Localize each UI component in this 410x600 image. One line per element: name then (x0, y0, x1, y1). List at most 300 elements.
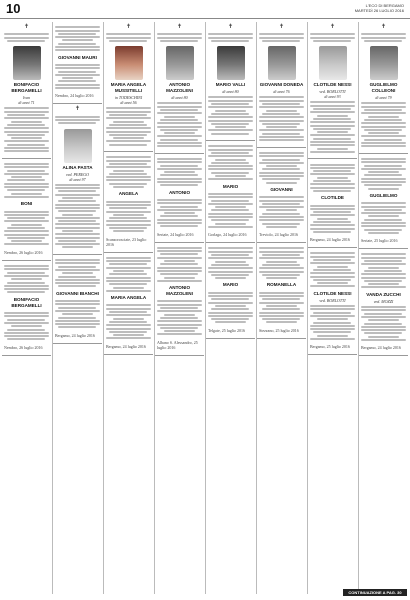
text-line (317, 282, 349, 284)
text-line (55, 310, 100, 312)
text-line (113, 137, 145, 139)
text-line (313, 259, 351, 261)
text-line (160, 40, 198, 42)
text-line (160, 225, 198, 227)
deceased-name: ANTONIO MAZZOLENI (166, 285, 193, 297)
text-line (361, 158, 406, 160)
text-line (106, 33, 151, 35)
text-line (313, 138, 351, 140)
text-line (259, 106, 304, 108)
text-line (7, 124, 45, 126)
text-line (313, 118, 351, 120)
text-line (113, 318, 145, 320)
text-line (208, 155, 253, 157)
text-line (317, 318, 349, 320)
deceased-name: ANGELA (118, 191, 139, 197)
text-line (58, 276, 96, 278)
text-line (313, 221, 351, 223)
text-line (7, 282, 45, 284)
text-line (7, 319, 45, 321)
text-line (364, 109, 402, 111)
cross-icon: ✝ (278, 24, 285, 30)
text-line (164, 277, 196, 279)
notice-date: Gorlago, 24 luglio 2016 (208, 232, 247, 238)
deceased-name: GIOVANNI BIANCHI (56, 290, 99, 296)
text-line (266, 182, 298, 184)
text-line (164, 314, 196, 316)
text-line (157, 135, 202, 137)
text-line (55, 259, 100, 261)
text-line (211, 219, 249, 221)
text-line (106, 211, 151, 213)
obituary-notice (2, 22, 51, 159)
text-line (160, 253, 198, 255)
text-line (106, 140, 151, 142)
obituary-text (208, 289, 253, 325)
text-line (58, 200, 96, 202)
text-line (106, 131, 151, 133)
text-line (310, 224, 355, 226)
text-line (157, 126, 202, 128)
text-line (55, 300, 100, 302)
notice-date: Bergamo, 24 luglio 2016 (55, 332, 95, 338)
text-line (157, 209, 202, 211)
column-1 (2, 22, 51, 594)
text-line (55, 30, 100, 32)
text-line (368, 232, 400, 234)
obituary-text (310, 99, 355, 155)
text-line (4, 234, 49, 236)
text-line (266, 110, 298, 112)
text-line (4, 131, 49, 133)
text-line (215, 159, 247, 161)
text-line (208, 145, 253, 147)
text-line (361, 306, 406, 308)
text-line (55, 227, 100, 229)
text-line (157, 33, 202, 35)
text-line (106, 257, 151, 259)
text-line (7, 170, 45, 172)
text-line (106, 324, 151, 326)
text-line (364, 119, 402, 121)
text-line (361, 263, 406, 265)
obituary-notice (257, 148, 306, 244)
text-line (164, 260, 196, 262)
text-line (361, 257, 406, 259)
portrait-photo (370, 46, 398, 80)
text-line (106, 308, 151, 310)
text-line (4, 147, 49, 149)
text-line (58, 266, 96, 268)
text-line (109, 331, 147, 333)
text-line (211, 318, 249, 320)
text-line (208, 168, 253, 170)
obituary-notice (2, 159, 51, 261)
text-line (310, 208, 355, 210)
obituary-text (259, 31, 304, 44)
column-4 (154, 22, 204, 594)
text-line (7, 329, 45, 331)
obituary-text (106, 154, 151, 190)
text-line (208, 203, 253, 205)
text-line (310, 173, 355, 175)
text-line (361, 206, 406, 208)
text-line (211, 103, 249, 105)
obituary-text (157, 100, 202, 149)
text-line (208, 33, 253, 35)
text-line (259, 216, 304, 218)
text-line (215, 126, 247, 128)
obituary-notice (104, 253, 153, 355)
text-line (55, 194, 100, 196)
text-line (4, 214, 49, 216)
deceased-name: MARIO VALLI (215, 82, 246, 88)
text-line (4, 186, 49, 188)
text-line (106, 111, 151, 113)
text-line (259, 152, 304, 154)
text-line (313, 128, 351, 130)
column-2 (52, 22, 102, 594)
text-line (157, 333, 202, 335)
text-line (4, 265, 49, 267)
obituary-notice (257, 243, 306, 339)
text-line (208, 257, 253, 259)
obituary-text (361, 156, 406, 192)
obituary-text (361, 200, 406, 236)
obituary-notice (53, 255, 102, 344)
text-line (55, 46, 100, 48)
text-line (259, 247, 304, 249)
text-line (157, 257, 202, 259)
text-line (259, 206, 304, 208)
text-line (157, 199, 202, 201)
text-line (157, 145, 202, 147)
text-line (310, 272, 355, 274)
text-line (211, 274, 249, 276)
text-line (259, 251, 304, 253)
text-line (208, 37, 253, 39)
page-number: 10 (6, 1, 21, 16)
text-line (310, 125, 355, 127)
text-line (259, 219, 304, 221)
text-line (259, 295, 304, 297)
text-line (361, 112, 406, 114)
text-line (4, 243, 49, 245)
portrait-photo (166, 46, 194, 80)
text-line (55, 279, 100, 281)
deceased-name: CLOTILDE NESSI (313, 290, 352, 296)
text-line (310, 214, 355, 216)
text-line (7, 227, 45, 229)
obituary-notice (359, 22, 408, 154)
text-line (215, 175, 247, 177)
text-line (4, 322, 49, 324)
text-line (58, 317, 96, 319)
text-line (157, 158, 202, 160)
obituary-notice (53, 104, 102, 254)
text-line (160, 327, 198, 329)
text-line (361, 102, 406, 104)
text-line (368, 267, 400, 269)
text-line (310, 256, 355, 258)
text-line (109, 263, 147, 265)
text-line (262, 103, 300, 105)
text-line (262, 213, 300, 215)
notice-date: Seriate, 25 luglio 2016 (361, 238, 398, 244)
text-line (259, 175, 304, 177)
obituary-text (157, 197, 202, 230)
text-line (310, 325, 355, 327)
text-line (157, 37, 202, 39)
text-line (364, 139, 402, 141)
text-line (364, 323, 402, 325)
text-line (317, 131, 349, 133)
obituary-text (55, 298, 100, 331)
text-line (55, 49, 100, 51)
text-line (4, 268, 49, 270)
deceased-name: BONIFACIO BERGAMELLI (11, 296, 42, 308)
text-line (310, 111, 355, 113)
text-line (262, 274, 300, 276)
text-line (266, 305, 298, 307)
text-line (211, 264, 249, 266)
text-line (157, 112, 202, 114)
text-line (55, 26, 100, 28)
text-line (7, 144, 45, 146)
text-line (109, 124, 147, 126)
text-line (215, 261, 247, 263)
text-line (208, 251, 253, 253)
obituary-text (259, 245, 304, 281)
deceased-name: GUGLIELMO (369, 192, 398, 198)
text-line (160, 215, 198, 217)
text-line (262, 203, 300, 205)
text-line (262, 298, 300, 300)
portrait-photo (115, 46, 143, 80)
name-note: in TODESCHINI (114, 95, 143, 101)
text-line (106, 117, 151, 119)
obituary-notice (206, 22, 255, 141)
text-line (361, 326, 406, 328)
text-line (157, 142, 202, 144)
obituary-notice (2, 261, 51, 356)
text-line (164, 116, 196, 118)
text-line (157, 280, 202, 282)
deceased-name: MARIO (222, 183, 239, 189)
deceased-name: GIOVANNI MAURI (58, 54, 97, 60)
text-line (262, 308, 300, 310)
text-line (259, 136, 304, 138)
text-line (55, 237, 100, 239)
name-note: ved. PEREGO (65, 171, 90, 177)
text-line (361, 277, 406, 279)
text-line (259, 96, 304, 98)
text-line (109, 40, 147, 42)
text-line (208, 247, 253, 249)
text-line (259, 271, 304, 273)
notice-date: Albano S. Alessandro, 25 luglio 2016 (157, 339, 198, 350)
text-line (208, 106, 253, 108)
text-line (361, 33, 406, 35)
text-line (211, 298, 249, 300)
obituary-text (4, 105, 49, 154)
obituary-text (4, 31, 49, 44)
text-line (113, 270, 145, 272)
text-line (62, 77, 94, 79)
text-line (208, 196, 253, 198)
text-line (259, 312, 304, 314)
deceased-name: MARIA ANGELA (110, 295, 147, 301)
obituary-notice (308, 159, 357, 248)
text-line (106, 337, 151, 339)
obituary-text (259, 150, 304, 186)
deceased-name: VANDA ZUCCHI (366, 291, 401, 297)
text-line (106, 201, 151, 203)
text-line (262, 318, 300, 320)
obituary-text (55, 113, 100, 126)
obituary-text (157, 298, 202, 338)
text-line (259, 139, 304, 141)
obituary-notice (155, 154, 204, 243)
text-line (262, 168, 300, 170)
text-line (361, 339, 406, 341)
text-line (211, 133, 249, 135)
text-line (208, 96, 253, 98)
text-line (215, 305, 247, 307)
text-line (55, 262, 100, 264)
age-label: di anni 93 (324, 94, 341, 100)
text-line (208, 302, 253, 304)
text-line (160, 139, 198, 141)
obituary-text (55, 182, 100, 251)
text-line (361, 222, 406, 224)
notice-date: Nembro, 24 luglio 2016 (55, 93, 94, 99)
text-line (109, 273, 147, 275)
text-line (211, 113, 249, 115)
text-line (109, 227, 147, 229)
text-line (211, 209, 249, 211)
text-line (106, 328, 151, 330)
age-label: di anni 71 (18, 100, 35, 106)
text-line (208, 116, 253, 118)
text-line (157, 300, 202, 302)
text-line (157, 250, 202, 252)
text-line (109, 173, 147, 175)
text-line (55, 36, 100, 38)
text-line (106, 314, 151, 316)
text-line (160, 109, 198, 111)
text-line (160, 317, 198, 319)
name-note: ved. BORLOTTI (319, 89, 346, 95)
text-line (208, 193, 253, 195)
text-line (160, 273, 198, 275)
text-line (361, 106, 406, 108)
text-line (361, 316, 406, 318)
obituary-text (208, 191, 253, 231)
text-line (262, 223, 300, 225)
text-line (109, 321, 147, 323)
text-line (364, 209, 402, 211)
text-line (266, 126, 298, 128)
text-line (215, 223, 247, 225)
name-note: Ivan (22, 95, 31, 101)
text-line (364, 332, 402, 334)
text-line (313, 312, 351, 314)
notice-date: Nembro, 26 luglio 2016 (4, 249, 43, 255)
text-line (7, 189, 45, 191)
obituary-text (208, 94, 253, 137)
text-line (310, 338, 355, 340)
text-line (310, 305, 355, 307)
text-line (259, 257, 304, 259)
text-line (368, 215, 400, 217)
text-line (259, 37, 304, 39)
obituary-text (55, 24, 100, 54)
text-line (364, 229, 402, 231)
text-line (211, 254, 249, 256)
age-label: di anni 56 (120, 100, 137, 106)
text-line (259, 129, 304, 131)
obituary-text (157, 245, 202, 285)
text-line (310, 167, 355, 169)
age-label: di anni 80 (222, 89, 239, 95)
obituary-notice (155, 22, 204, 154)
text-line (4, 275, 49, 277)
text-line (310, 101, 355, 103)
text-line (266, 321, 298, 323)
text-line (157, 122, 202, 124)
text-line (361, 253, 406, 255)
text-line (157, 270, 202, 272)
text-line (211, 172, 249, 174)
text-line (55, 320, 100, 322)
text-line (313, 269, 351, 271)
text-line (55, 116, 100, 118)
obituary-text (4, 263, 49, 296)
text-line (113, 334, 145, 336)
text-line (157, 320, 202, 322)
text-line (208, 226, 253, 228)
text-line (113, 170, 145, 172)
text-line (310, 183, 355, 185)
text-line (109, 134, 147, 136)
text-line (113, 186, 145, 188)
obituary-notice (53, 22, 102, 104)
continuation-banner: CONTINUAZIONE A PAG. 30 (343, 589, 407, 596)
portrait-photo (319, 46, 347, 80)
text-line (368, 132, 400, 134)
text-line (106, 277, 151, 279)
deceased-name: ALINA PASTA (62, 164, 93, 170)
text-line (215, 321, 247, 323)
text-line (208, 129, 253, 131)
text-line (313, 322, 351, 324)
age-label: di anni 79 (375, 95, 392, 101)
text-line (7, 237, 45, 239)
text-line (368, 171, 400, 173)
text-line (157, 178, 202, 180)
cross-icon: ✝ (329, 24, 336, 30)
text-line (262, 123, 300, 125)
text-line (157, 310, 202, 312)
text-line (55, 303, 100, 305)
text-line (55, 119, 100, 121)
text-line (368, 319, 400, 321)
text-line (7, 272, 45, 274)
text-line (11, 193, 43, 195)
deceased-name: CLOTILDE NESSI (313, 82, 352, 88)
text-line (55, 87, 100, 89)
